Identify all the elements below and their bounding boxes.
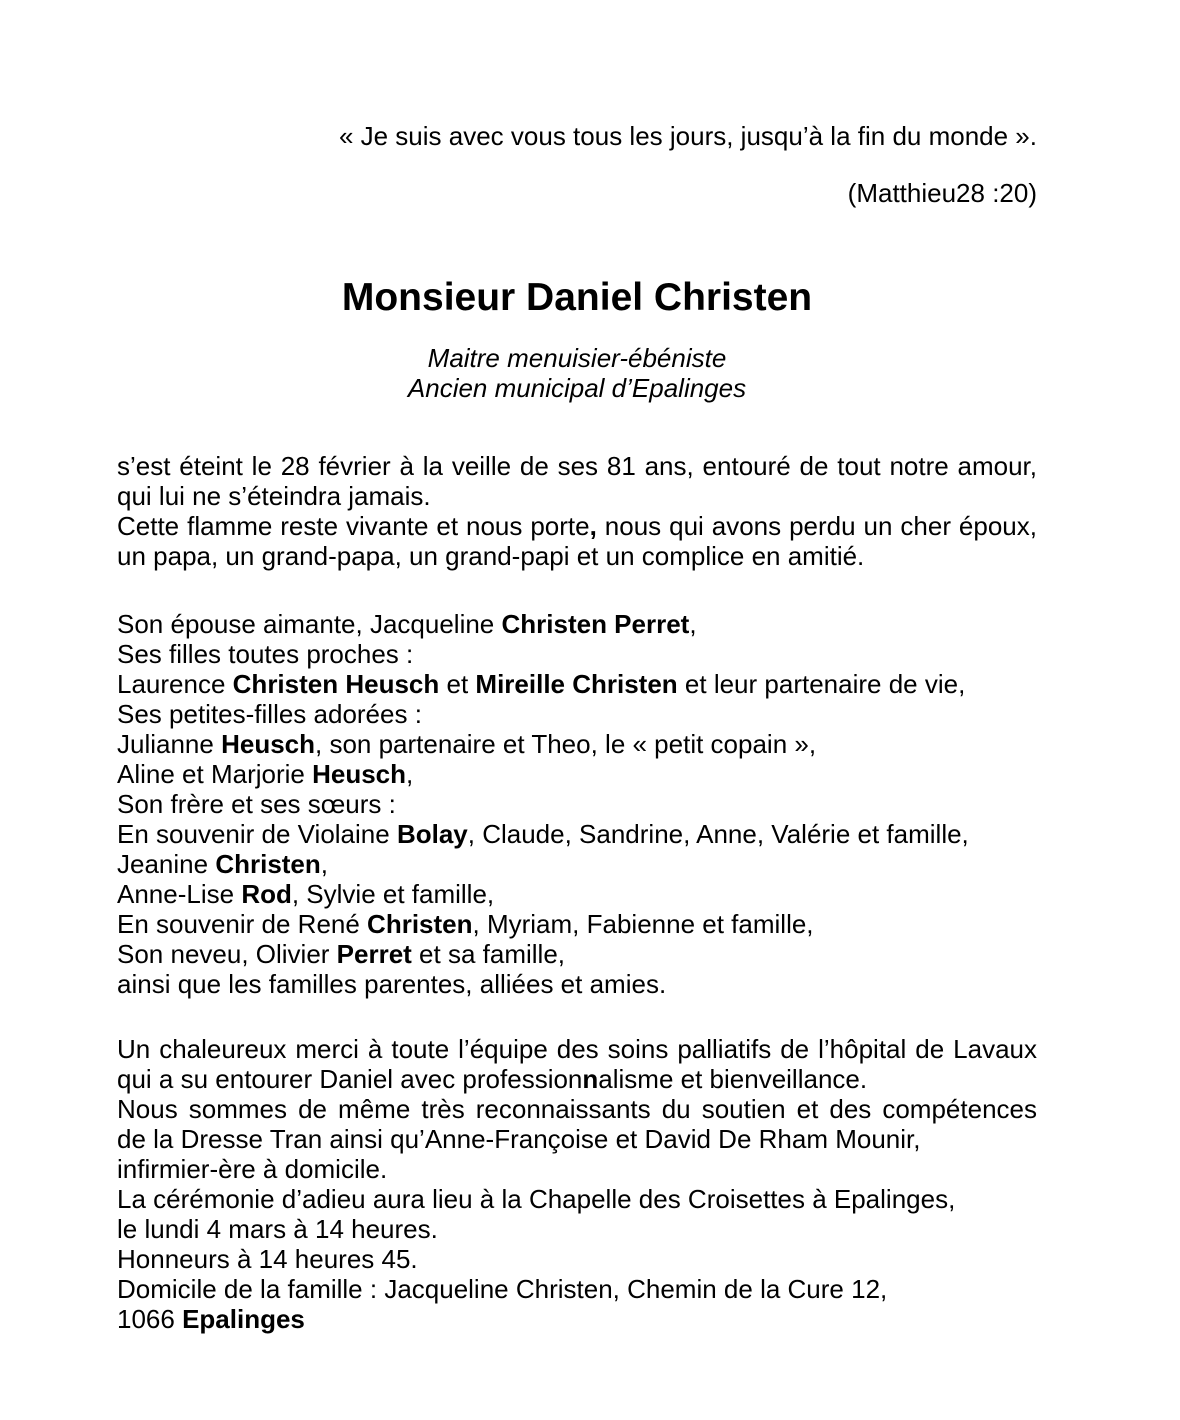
body-line [117, 699, 1037, 729]
text-segment: nous qui avons perdu un cher époux, [596, 511, 1037, 541]
body-line [117, 1274, 1037, 1304]
body-line [117, 1064, 1037, 1094]
paragraph-family-list [117, 609, 1037, 999]
body-line [117, 1214, 1037, 1244]
text-segment: , Claude, Sandrine, Anne, Valérie et famille, [467, 819, 969, 849]
emphasized-name: Heusch [312, 759, 406, 789]
emphasized-name: Bolay [396, 819, 468, 849]
text-segment: , [406, 759, 414, 789]
text-segment: le lundi 4 mars à 14 heures. [117, 1214, 438, 1244]
emphasized-name: Rod [241, 879, 292, 909]
scripture-reference: (Matthieu28 :20) [847, 178, 1037, 208]
body-line [117, 879, 1037, 909]
text-segment: , [689, 609, 697, 639]
text-segment: et leur partenaire de vie, [677, 669, 966, 699]
text-segment: , [320, 849, 329, 879]
emphasized-name: Heusch [221, 729, 315, 759]
body-line [117, 1304, 1037, 1334]
body-line [117, 1034, 1037, 1064]
text-segment: Jeanine [117, 849, 216, 879]
text-segment: infirmier-ère à domicile. [117, 1154, 388, 1184]
body-line [117, 909, 1037, 939]
text-segment: Ses petites-filles adorées : [117, 699, 422, 729]
text-segment: Son neveu, Olivier [117, 939, 337, 969]
text-segment: alisme et bienveillance. [598, 1064, 868, 1094]
emphasized-name: Mireille Christen [475, 669, 678, 699]
body-line [117, 939, 1037, 969]
emphasized-name: Christen Perret [501, 609, 690, 639]
text-segment: 1066 [117, 1304, 183, 1334]
text-segment: qui lui ne s’éteindra jamais. [117, 481, 431, 511]
text-segment: Ses filles toutes proches : [117, 639, 414, 669]
emphasized-name: Christen [215, 849, 321, 879]
text-segment: qui a su entourer Daniel avec profession [117, 1064, 583, 1094]
emphasized-name: Perret [336, 939, 412, 969]
text-segment: Nous sommes de même très reconnaissants du soutien et des compétences [117, 1094, 1037, 1124]
text-segment: s’est éteint le 28 février à la veille de ses 81 ans, entouré de tout notre amour, [117, 451, 1037, 481]
text-segment: Anne-Lise [117, 879, 242, 909]
paragraph-passing-announcement [117, 451, 1037, 571]
text-segment: et sa famille, [411, 939, 565, 969]
body-line [117, 1154, 1037, 1184]
text-segment: un papa, un grand-papa, un grand-papi et un complice en amitié. [117, 541, 865, 571]
text-segment: Aline et Marjorie [117, 759, 313, 789]
emphasized-name: Christen [367, 909, 473, 939]
body-line [117, 639, 1037, 669]
text-segment: Domicile de la famille : Jacqueline Christen, Chemin de la Cure 12, [117, 1274, 888, 1304]
body-line [117, 759, 1037, 789]
text-segment: En souvenir de Violaine [117, 819, 397, 849]
body-line [117, 609, 1037, 639]
body-line [117, 1244, 1037, 1274]
body-line [117, 969, 1037, 999]
body-line [117, 1184, 1037, 1214]
text-segment: Honneurs à 14 heures 45. [117, 1244, 418, 1274]
deceased-subtitle-profession: Maitre menuisier-ébéniste [427, 343, 727, 373]
text-segment: Un chaleureux merci à toute l’équipe des soins palliatifs de l’hôpital de Lavaux [117, 1034, 1037, 1064]
deceased-name-title: Monsieur Daniel Christen [341, 276, 813, 319]
body-line [117, 669, 1037, 699]
text-segment: de la Dresse Tran ainsi qu’Anne-Françoise et David De Rham Mounir, [117, 1124, 921, 1154]
text-segment: Son épouse aimante, Jacqueline [117, 609, 502, 639]
paragraph-thanks-and-ceremony [117, 1034, 1037, 1334]
emphasized-name: Epalinges [182, 1304, 305, 1334]
text-segment: Son frère et ses sœurs : [117, 789, 396, 819]
body-line [117, 819, 1037, 849]
text-segment: Laurence [117, 669, 233, 699]
text-segment: ainsi que les familles parentes, alliées et amies. [117, 969, 667, 999]
text-segment: La cérémonie d’adieu aura lieu à la Chapelle des Croisettes à Epalinges, [117, 1184, 956, 1214]
body-line [117, 451, 1037, 481]
body-line [117, 849, 1037, 879]
body-line [117, 541, 1037, 571]
body-line [117, 481, 1037, 511]
text-segment: Julianne [117, 729, 222, 759]
body-line [117, 511, 1037, 541]
emphasized-name: Christen Heusch [232, 669, 440, 699]
deceased-subtitle-office: Ancien municipal d’Epalinges [407, 373, 747, 403]
text-segment: et [439, 669, 476, 699]
body-line [117, 1124, 1037, 1154]
scripture-quote: « Je suis avec vous tous les jours, jusqu’à la fin du monde ». [338, 121, 1037, 151]
announcement-body [117, 451, 1037, 1334]
text-segment: Cette flamme reste vivante et nous porte [117, 511, 590, 541]
body-line [117, 729, 1037, 759]
text-segment: , son partenaire et Theo, le « petit copain », [315, 729, 817, 759]
emphasized-name: , [589, 511, 597, 541]
deceased-subtitle [117, 343, 1037, 403]
text-segment: , Myriam, Fabienne et famille, [472, 909, 814, 939]
text-segment: , Sylvie et famille, [291, 879, 495, 909]
body-line [117, 789, 1037, 819]
body-line [117, 1094, 1037, 1124]
emphasized-name: n [582, 1064, 599, 1094]
text-segment: En souvenir de René [117, 909, 368, 939]
